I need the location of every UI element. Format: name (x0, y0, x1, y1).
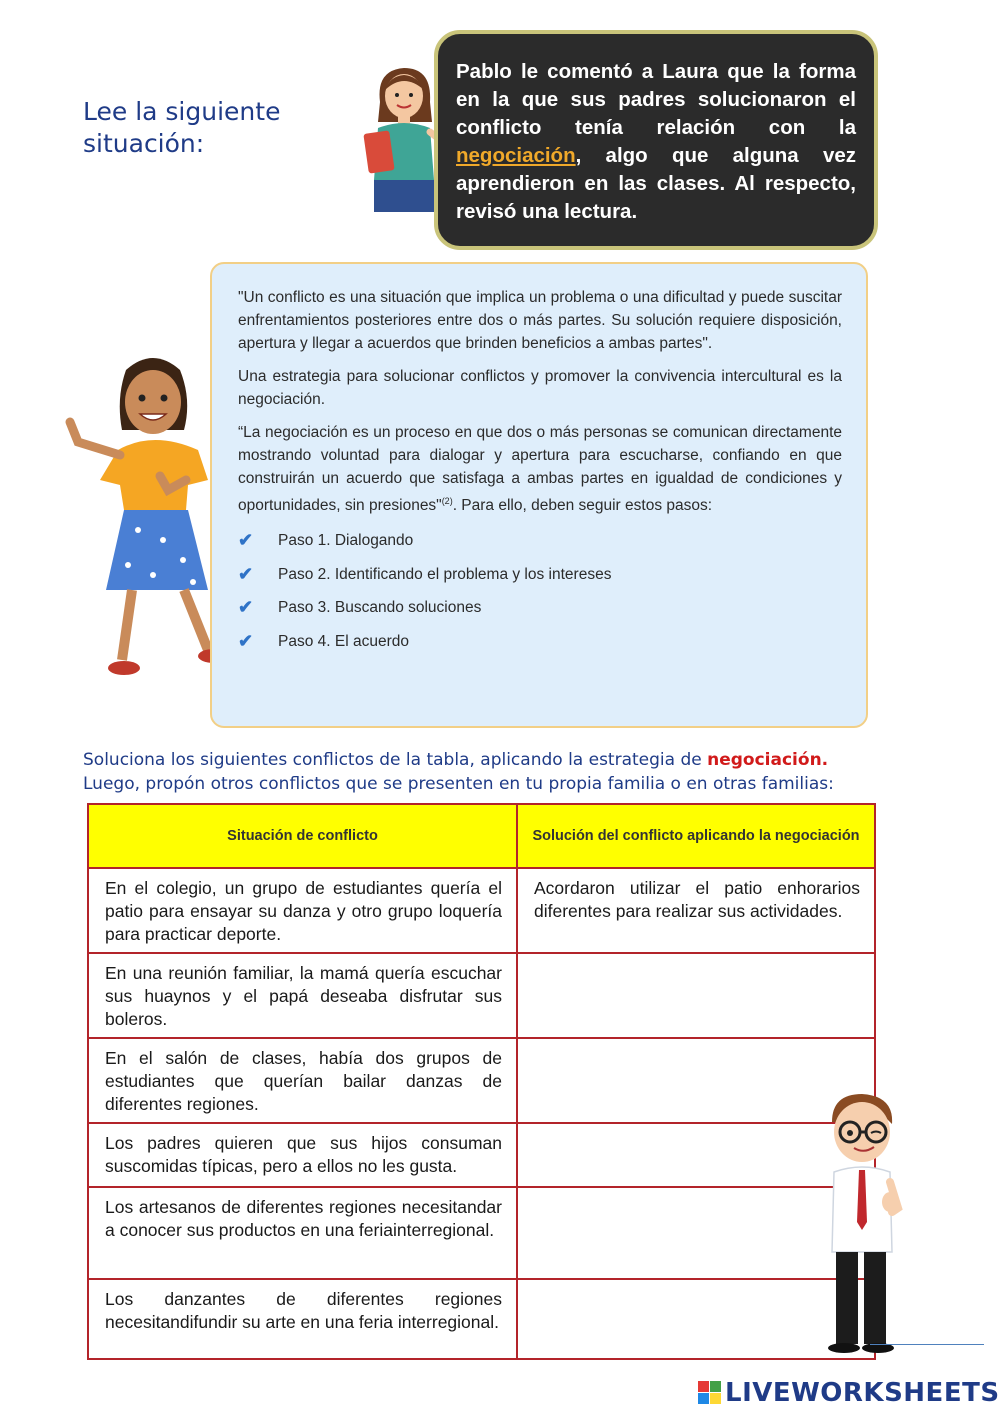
instruction-text-2: Luego, propón otros conflictos que se presenten en tu propia familia o en otras familias: (83, 774, 834, 794)
table-row (88, 1279, 875, 1359)
table-row (88, 953, 875, 1038)
solution-cell[interactable] (517, 953, 875, 1038)
step-label: Paso 4. El acuerdo (278, 632, 409, 650)
bubble-text-part-2: , algo que alguna vez aprendieron en las clases. Al respecto, revisó una lectura. (456, 144, 856, 223)
girl-illustration (58, 350, 233, 690)
reading-paragraph-3-end: . Para ello, deben seguir estos pasos: (452, 497, 713, 515)
table-row (88, 1187, 875, 1279)
solution-cell: Acordaron utilizar el patio enhorarios diferentes para realizar sus actividades. (517, 868, 875, 953)
situation-cell: En el salón de clases, había dos grupos de estudiantes que querían bailar danzas de diferentes regiones. (88, 1038, 517, 1123)
solution-input[interactable] (534, 1289, 860, 1311)
heading-line-1: Lee la siguiente (83, 97, 281, 126)
header-solution: Solución del conflicto aplicando la negociación (517, 804, 875, 868)
footnote-ref: (2) (441, 496, 453, 506)
table-row (88, 1123, 875, 1187)
situation-cell: En el colegio, un grupo de estudiantes quería el patio para ensayar su danza y otro grupo loquería para practicar deporte. (88, 868, 517, 953)
table-row (88, 868, 875, 953)
decorative-rule (870, 1344, 984, 1345)
page-heading (83, 96, 323, 160)
steps-list (238, 529, 842, 663)
solution-input[interactable] (534, 1048, 860, 1070)
step-label: Paso 1. Dialogando (278, 532, 414, 550)
boy-illustration (820, 1092, 910, 1354)
step-item (238, 630, 842, 664)
speech-bubble (434, 30, 878, 250)
reading-paragraph-3-text: “La negociación es un proceso en que dos o más personas se comunican directamente mostrando voluntad para dialogar y apertura para escucharse, confiando en que construirán un acuerdo que satisfaga a ambas partes en igualdad de condiciones y oportunidades, sin presiones" (238, 424, 842, 515)
logo-mark-icon (698, 1381, 722, 1405)
step-item (238, 563, 842, 597)
checkmark-icon: ✔ (238, 630, 254, 651)
reading-paragraph-2: Una estrategia para solucionar conflictos y promover la convivencia intercultural es la negociación. (238, 368, 842, 408)
logo-text: LIVEWORKSHEETS (725, 1378, 1000, 1408)
situation-cell: En una reunión familiar, la mamá quería escuchar sus huaynos y el papá deseaba disfrutar sus boleros. (88, 953, 517, 1038)
step-label: Paso 3. Buscando soluciones (278, 599, 482, 617)
situation-cell: Los padres quieren que sus hijos consuman suscomidas típicas, pero a ellos no les gusta. (88, 1123, 517, 1187)
checkmark-icon: ✔ (238, 563, 254, 584)
table-row (88, 1038, 875, 1123)
reading-card (210, 262, 868, 728)
solution-input[interactable] (534, 1197, 860, 1219)
solution-input[interactable] (534, 963, 860, 985)
step-label: Paso 2. Identificando el problema y los intereses (278, 565, 612, 583)
step-item (238, 529, 842, 563)
checkmark-icon: ✔ (238, 530, 254, 551)
solution-input[interactable] (534, 1133, 860, 1155)
bubble-text-part-1: Pablo le comentó a Laura que la forma en la que sus padres solucionaron el conflicto tenía relación con la (456, 60, 856, 139)
situation-cell: Los artesanos de diferentes regiones necesitandar a conocer sus productos en una feriainterregional. (88, 1187, 517, 1279)
conflict-table (87, 803, 876, 1360)
reading-paragraph-3 (238, 421, 842, 517)
instruction-text-1: Soluciona los siguientes conflictos de la tabla, aplicando la estrategia de (83, 750, 708, 770)
heading-line-2: situación: (83, 129, 205, 158)
instruction-highlight: negociación. (707, 750, 829, 770)
situation-cell: Los danzantes de diferentes regiones necesitandifundir su arte en una feria interregional. (88, 1279, 517, 1359)
checkmark-icon: ✔ (238, 597, 254, 618)
instructions (83, 748, 943, 796)
step-item (238, 596, 842, 630)
bubble-highlight-negociacion: negociación (456, 144, 576, 167)
header-situation: Situación de conflicto (88, 804, 517, 868)
table-header-row (88, 804, 875, 868)
liveworksheets-logo (698, 1377, 1000, 1409)
reading-paragraph-1: "Un conflicto es una situación que implica un problema o una dificultad y puede suscitar enfrentamientos posteriores entre dos o más partes. Su solución requiere disposición, apertura y llegar a acuerdos que brinden beneficios a ambas partes". (238, 289, 842, 352)
